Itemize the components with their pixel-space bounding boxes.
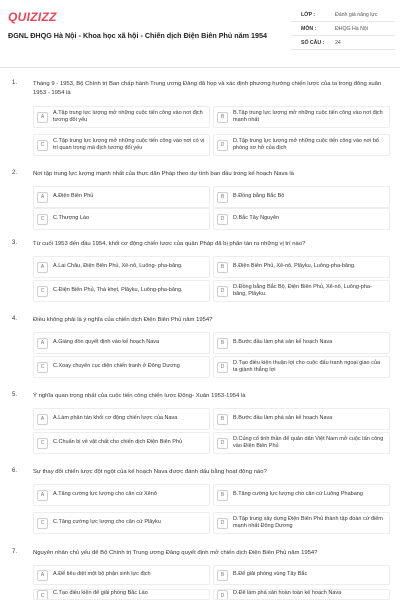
option-text: A.Làm phân tán khối cơ động chiến lược của Nava [53,415,178,422]
option-letter: C [37,438,48,449]
answer-option-a[interactable] [33,332,210,354]
answer-option-c[interactable] [33,356,210,378]
answer-option-d[interactable] [213,134,390,156]
question-text: Sự thay đổi chiến lược đột ngột của kế hoạch Nava được đánh dấu bằng hoạt động nào? [33,469,267,475]
option-text: B.Để giải phóng vùng Tây Bắc [233,571,308,578]
option-text: D.Củng cố tinh thần để quân dân Việt Nam mở cuộc tấn công vào Điện Biên Phủ [233,435,384,449]
question-number: 4. [12,316,18,322]
option-letter: D [217,518,228,529]
question-text: Nguyên nhân chủ yếu để Bộ Chính trị Trung ương Đảng quyết định mở chiến dịch Điện Biên Phủ năm 1954? [33,550,318,556]
header-divider [0,67,400,68]
option-letter: C [37,362,48,373]
option-text: A.Giáng đòn quyết định vào kế hoạch Nava [53,339,160,346]
meta-value: ĐHQG Hà Nội [335,25,368,32]
option-text: C.Tạo điều kiện để giải phóng Bắc Lào [53,590,148,596]
answer-option-d[interactable] [213,589,390,600]
meta-label: MÔN : [301,25,317,32]
question-number: 6. [12,468,18,474]
option-letter: A [37,414,48,425]
option-text: D.Tập trung xây dựng Điện Biên Phủ thành tập đoàn cứ điểm mạnh nhất Đông Dương [233,515,383,529]
option-letter: D [217,362,228,373]
question-number: 1. [12,80,18,86]
answer-option-b[interactable] [213,408,390,430]
answer-option-b[interactable] [213,565,390,585]
option-text: D.Để làm phá sản hoàn toàn kế hoạch Nava [233,590,342,596]
option-text: D.Bắc Tây Nguyên [233,215,280,222]
option-letter: C [37,214,48,225]
option-letter: D [217,140,228,151]
quizizz-logo: QUIZIZZ [8,10,57,24]
meta-label: SỐ CÂU : [301,39,325,46]
option-letter: A [37,338,48,349]
answer-option-b[interactable] [213,256,390,278]
question-text: Nơi tập trung lực lượng mạnh nhất của thực dân Pháp theo dự tính ban đầu trong kế hoạch Nava là [33,171,294,177]
answer-option-d[interactable] [213,356,390,378]
option-letter: A [37,262,48,273]
meta-value: 24 [335,39,341,46]
option-text: C.Tăng cường lực lượng cho căn cứ Plâyku [53,519,161,526]
question-number: 5. [12,392,18,398]
option-text: A.Điện Biên Phủ [53,193,94,200]
option-letter: A [37,112,48,123]
option-text: A.Tăng cường lực lượng cho căn cứ Xênô [53,491,157,498]
question-number: 2. [12,170,18,176]
meta-label: LỚP : [301,11,316,18]
option-letter: B [217,112,228,123]
question-text: Tháng 9 - 1953, Bộ Chính trị Ban chấp hành Trung ương Đảng đã họp và xác định phương hướng chiến lược của ta trong đông xuân 1953 - 1954 là [33,81,382,96]
meta-row-count [291,36,395,50]
answer-option-a[interactable] [33,408,210,430]
question-number: 3. [12,240,18,246]
answer-option-d[interactable] [213,432,390,454]
option-letter: A [37,192,48,203]
option-letter: B [217,192,228,203]
option-text: C.Điện Biên Phủ, Thà khẹt, Plâyku, Luông-pha-băng. [53,287,183,294]
answer-option-d[interactable] [213,280,390,302]
option-text: B.Điện Biên Phủ, Xê-nô, Plâyku, Luông-pha-băng. [233,263,356,270]
worksheet-header [0,0,400,68]
answer-option-a[interactable] [33,484,210,506]
answer-option-b[interactable] [213,332,390,354]
option-letter: C [37,518,48,529]
option-letter: D [217,438,228,449]
option-text: B.Đồng bằng Bắc Bộ [233,193,285,200]
answer-option-c[interactable] [33,432,210,454]
worksheet-title: ĐGNL ĐHQG Hà Nội - Khoa học xã hội - Chiến dịch Điện Biên Phủ năm 1954 [8,31,268,40]
question-number: 7. [12,549,18,555]
option-text: B.Tập trung lực lượng mở những cuộc tiến công vào nơi địch mạnh nhất [233,109,383,123]
question-text: Từ cuối 1953 đến đầu 1954, khối cơ động chiến lược của quân Pháp đã bị phân tán ra những vị trí nào? [33,241,306,247]
option-letter: B [217,262,228,273]
option-letter: B [217,414,228,425]
option-letter: A [37,570,48,581]
answer-option-a[interactable] [33,106,210,128]
option-letter: A [37,490,48,501]
answer-option-b[interactable] [213,484,390,506]
option-letter: B [217,490,228,501]
option-text: D.Đồng bằng Bắc Bộ, Điện Biên Phủ, Xê-nô, Luông-pha-băng, Plâyku. [233,283,372,297]
option-text: A.Để tiêu diệt một bộ phận sinh lực địch [53,571,151,578]
option-letter: B [217,338,228,349]
option-text: B.Bước đầu làm phá sản kế hoạch Nava [233,339,333,346]
option-text: C.Tập trung lực lượng mở những cuộc tiến công vào nơi có vị trí quan trọng mà địch tương đối yếu [53,137,205,151]
option-text: C.Xoay chuyển cục diện chiến tranh ở Đông Dương [53,363,180,370]
option-text: B.Bước đầu làm phá sản kế hoạch Nava [233,415,333,422]
question-text: Ý nghĩa quan trọng nhất của cuộc tiến công chiến lược Đông- Xuân 1953-1954 là [33,393,246,399]
answer-option-c[interactable] [33,280,210,302]
option-letter: C [37,590,48,600]
answer-option-d[interactable] [213,208,390,230]
answer-option-a[interactable] [33,186,210,208]
meta-row-class [291,8,395,22]
answer-option-c[interactable] [33,512,210,534]
option-text: A.Tập trung lực lượng mở những cuộc tiến công vào nơi địch tương đối yếu [53,109,203,123]
option-letter: C [37,140,48,151]
option-text: B.Tăng cường lực lượng cho căn cứ Luông Phabang [233,491,363,498]
question-text: Điều không phải là ý nghĩa của chiến dịch Điện Biên Phủ năm 1954? [33,317,213,323]
answer-option-a[interactable] [33,256,210,278]
answer-option-a[interactable] [33,565,210,585]
option-letter: D [217,590,228,600]
answer-option-c[interactable] [33,134,210,156]
answer-option-d[interactable] [213,512,390,534]
option-letter: B [217,570,228,581]
worksheet-meta [291,8,395,50]
option-text: D.Tập trung lực lượng mở những cuộc tiến công vào nơi bố phòng sơ hở của địch [233,137,379,151]
meta-row-subject [291,22,395,36]
answer-option-c[interactable] [33,589,210,600]
answer-option-b[interactable] [213,106,390,128]
option-letter: C [37,286,48,297]
option-text: A.Lai Châu, Điện Biên Phủ, Xê-nô, Luông- pha-băng. [53,263,183,270]
option-text: C.Thượng Lào [53,215,90,222]
meta-value: Đánh giá năng lực [335,11,378,18]
answer-option-c[interactable] [33,208,210,230]
answer-option-b[interactable] [213,186,390,208]
option-text: C.Chuẩn bị về vật chất cho chiến dịch Điện Biên Phủ [53,439,183,446]
option-letter: D [217,214,228,225]
option-text: D.Tạo điều kiện thuận lợi cho cuộc đấu tranh ngoại giao của ta giành thắng lợi [233,359,381,373]
option-letter: D [217,286,228,297]
